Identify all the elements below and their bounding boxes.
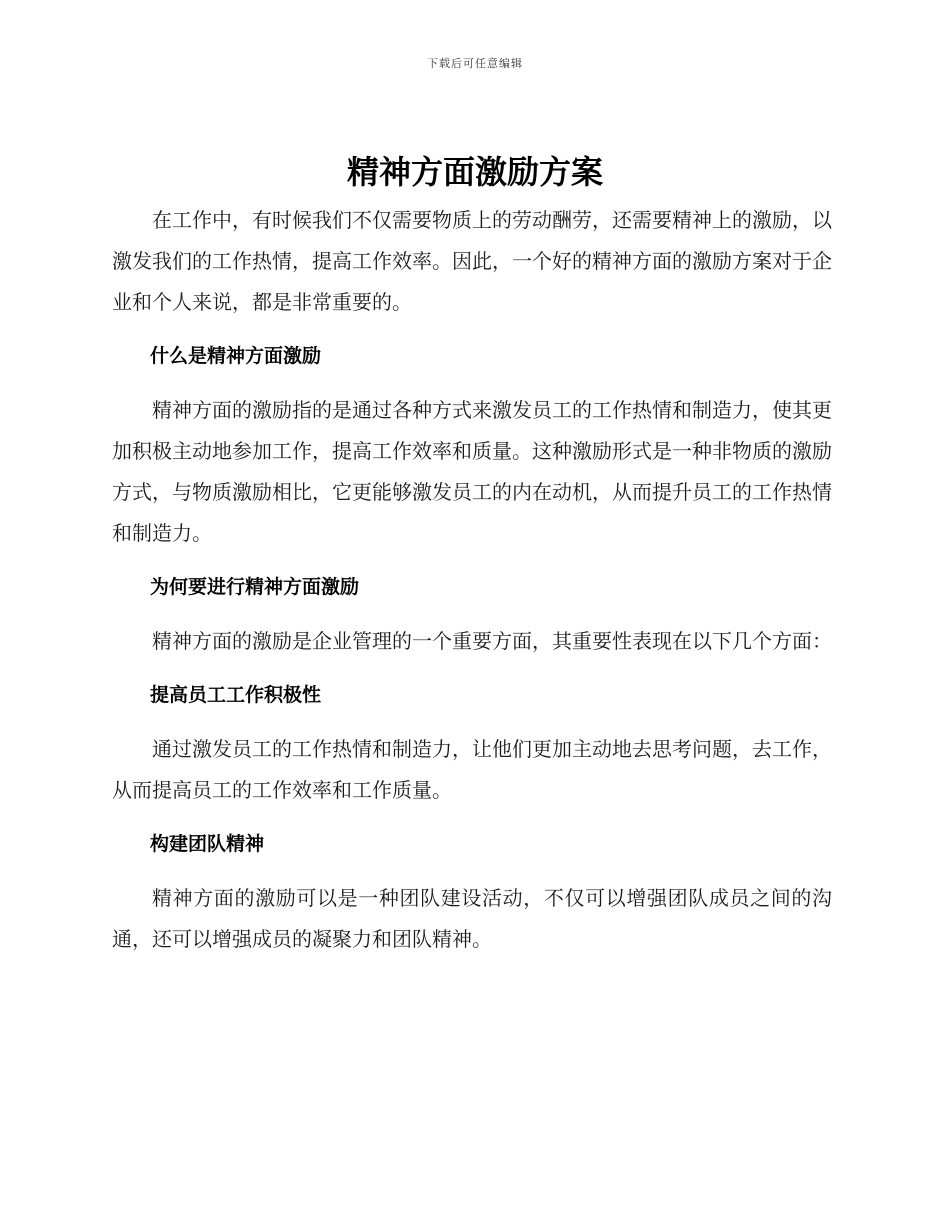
why-paragraph: 精神方面的激励是企业管理的一个重要方面，其重要性表现在以下几个方面： <box>152 629 832 653</box>
section-heading-team: 构建团队精神 <box>150 833 265 855</box>
intro-paragraph: 在工作中，有时候我们不仅需要物质上的劳动酬劳，还需要精神上的激励，以激发我们的工作热情，提高工作效率。因此，一个好的精神方面的激励方案对于企业和个人来说，都是非常重要的。 <box>112 208 832 314</box>
document-title: 精神方面激励方案 <box>346 153 603 191</box>
section-heading-motivation: 提高员工工作积极性 <box>150 684 322 706</box>
definition-paragraph: 精神方面的激励指的是通过各种方式来激发员工的工作热情和制造力，使其更加积极主动地参加工作，提高工作效率和质量。这种激励形式是一种非物质的激励方式，与物质激励相比，它更能够激发员工的内在动机，从而提升员工的工作热情和制造力。 <box>112 398 832 545</box>
header-note: 下载后可任意编辑 <box>427 57 523 70</box>
section-heading-definition: 什么是精神方面激励 <box>150 345 322 367</box>
section-heading-why: 为何要进行精神方面激励 <box>150 576 360 598</box>
team-paragraph: 精神方面的激励可以是一种团队建设活动，不仅可以增强团队成员之间的沟通，还可以增强成员的凝聚力和团队精神。 <box>112 886 832 951</box>
document-body <box>112 200 832 973</box>
motivation-paragraph: 通过激发员工的工作热情和制造力，让他们更加主动地去思考问题，去工作，从而提高员工的工作效率和工作质量。 <box>112 737 832 802</box>
